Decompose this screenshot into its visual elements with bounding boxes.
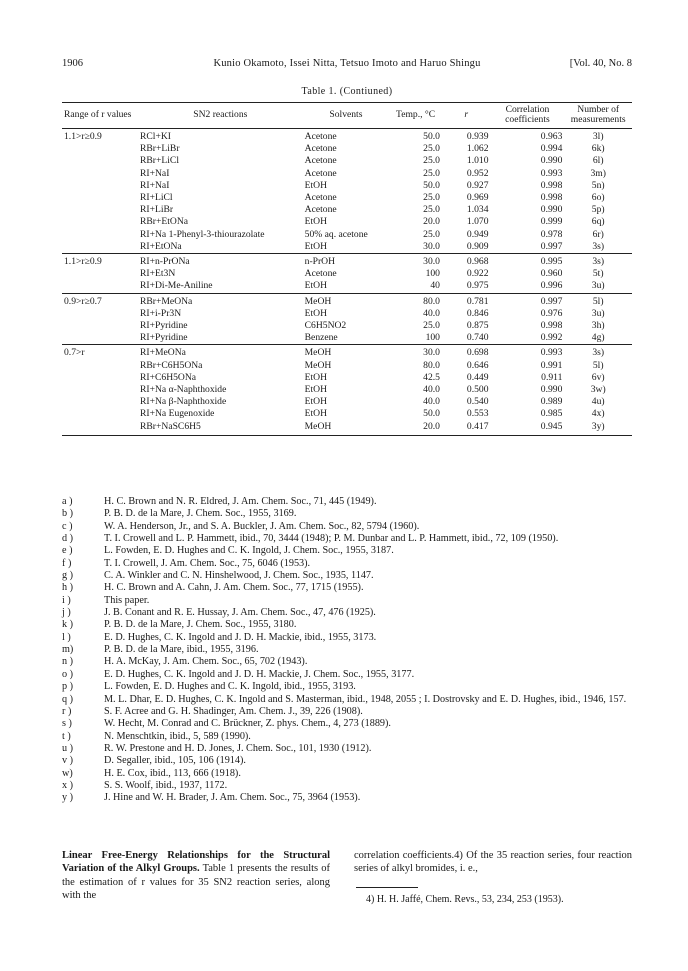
correlation-cell: 0.996 [540, 280, 563, 292]
reaction-cell: RI+Na 1-Phenyl-3-thiourazolate [140, 228, 265, 240]
reference-text: W. A. Henderson, Jr., and S. A. Buckler, J. Am. Chem. Soc., 82, 5794 (1960). [104, 520, 420, 532]
measurements-cell: 5t) [592, 268, 604, 280]
r-cell: 1.010 [466, 155, 489, 167]
correlation-cell: 0.976 [540, 307, 563, 319]
reference-item [62, 681, 632, 693]
range-cell: 1.1>r≥0.9 [62, 129, 138, 144]
reference-label: v ) [62, 755, 74, 767]
correlation-cell: 0.997 [491, 293, 565, 308]
correlation-cell: 0.998 [540, 320, 563, 332]
reference-label: m) [62, 644, 74, 656]
reference-text: R. W. Prestone and H. D. Jones, J. Chem. Soc., 101, 1930 (1912). [104, 742, 372, 754]
correlation-cell: 0.990 [540, 384, 563, 396]
reference-item [62, 521, 632, 533]
temp-cell: 30.0 [389, 254, 442, 269]
body-right-column [354, 849, 632, 876]
reference-text: P. B. D. de la Mare, J. Chem. Soc., 1955, 3169. [104, 508, 297, 520]
table-row [62, 143, 632, 155]
correlation-cell: 0.992 [540, 332, 563, 344]
correlation-cell: 0.989 [540, 396, 563, 408]
r-cell: 1.034 [466, 204, 489, 216]
reference-text: E. D. Hughes, C. K. Ingold and J. D. H. Mackie, ibid., 1955, 3173. [104, 631, 377, 643]
page-header [62, 58, 632, 74]
reference-list [62, 496, 632, 805]
reference-text: T. I. Crowell and L. P. Hammett, ibid., 70, 3444 (1948); P. M. Dunbar and L. P. Hammett, ibid., 72, 109 (1950). [104, 533, 559, 545]
body-right-text: correlation coefficients.4) Of the 35 reaction series, four reaction series of alkyl bromides, i. e., [354, 850, 632, 875]
reaction-cell: RI+n-PrONa [138, 254, 303, 269]
measurements-cell: 4u) [591, 396, 605, 408]
r-cell: 0.846 [466, 307, 489, 319]
range-cell [62, 396, 138, 408]
r-cell: 0.417 [442, 421, 491, 436]
col-header-reactions: SN2 reactions [138, 103, 303, 129]
reference-item [62, 570, 632, 582]
page-number: 1906 [62, 58, 83, 69]
measurements-cell: 6r) [592, 228, 604, 240]
reference-item [62, 706, 632, 718]
range-cell [62, 320, 138, 332]
reference-text: This paper. [104, 594, 150, 606]
running-authors: Kunio Okamoto, Issei Nitta, Tetsuo Imoto and Haruo Shingu [213, 58, 481, 69]
reference-item [62, 558, 632, 570]
table-row [62, 155, 632, 167]
reaction-cell: RBr+LiBr [140, 143, 180, 155]
reference-label: c ) [62, 520, 73, 532]
reference-item [62, 755, 632, 767]
correlation-cell: 0.993 [491, 345, 565, 360]
reference-text: L. Fowden, E. D. Hughes and C. K. Ingold, ibid., 1955, 3193. [104, 681, 356, 693]
correlation-cell: 0.991 [540, 359, 563, 371]
r-cell: 0.949 [466, 228, 489, 240]
reference-label: f ) [62, 557, 72, 569]
range-cell [62, 408, 138, 420]
measurements-cell: 6o) [591, 192, 605, 204]
r-cell: 1.070 [466, 216, 489, 228]
reference-label: b ) [62, 508, 74, 520]
reference-label: u ) [62, 742, 74, 754]
reference-item [62, 743, 632, 755]
solvent-cell: Acetone [303, 129, 390, 144]
range-cell [62, 216, 138, 228]
measurements-cell: 6k) [591, 143, 605, 155]
reference-label: a ) [62, 496, 73, 507]
table-row [62, 372, 632, 384]
reference-text: H. A. McKay, J. Am. Chem. Soc., 65, 702 (1943). [104, 656, 308, 668]
correlation-cell: 0.990 [540, 204, 563, 216]
col-header-temp: Temp., °C [389, 103, 442, 129]
measurements-cell: 3m) [590, 167, 606, 179]
temp-cell: 25.0 [423, 143, 440, 155]
solvent-cell: EtOH [304, 408, 328, 420]
solvent-cell: MeOH [303, 345, 390, 360]
correlation-cell: 0.963 [491, 129, 565, 144]
table-row [62, 280, 632, 293]
reaction-cell: RI+i-Pr3N [140, 307, 182, 319]
table-body [62, 129, 632, 436]
solvent-cell: MeOH [304, 359, 332, 371]
reference-label: d ) [62, 533, 74, 545]
table-row [62, 308, 632, 320]
reference-item [62, 644, 632, 656]
r-cell: 0.781 [442, 293, 491, 308]
section-title: Linear Free-Energy Relationships for the Structural Variation of the Alkyl Groups. [62, 850, 330, 875]
correlation-cell: 0.985 [540, 408, 563, 420]
reaction-cell: RI+EtONa [140, 240, 182, 252]
solvent-cell: EtOH [304, 280, 328, 292]
solvent-cell: C6H5NO2 [304, 320, 347, 332]
correlation-cell: 0.998 [540, 192, 563, 204]
temp-cell: 25.0 [423, 228, 440, 240]
r-cell: 0.927 [466, 179, 489, 191]
reference-text: M. L. Dhar, E. D. Hughes, C. K. Ingold and S. Masterman, ibid., 1948, 2055 ; I. Dostrovsky and E. D. Hughes, ibid., 1946, 157. [104, 693, 627, 705]
range-cell [62, 384, 138, 396]
range-cell [62, 192, 138, 204]
reference-item [62, 731, 632, 743]
r-cell: 0.500 [466, 384, 489, 396]
range-cell [62, 241, 138, 254]
reference-item [62, 656, 632, 668]
solvent-cell: EtOH [304, 371, 328, 383]
temp-cell: 40.0 [423, 396, 440, 408]
range-cell: 0.9>r≥0.7 [62, 293, 138, 308]
solvent-cell: EtOH [304, 179, 328, 191]
reference-text: D. Segaller, ibid., 105, 106 (1914). [104, 755, 246, 767]
reference-item [62, 582, 632, 594]
reference-label: r ) [62, 705, 72, 717]
reaction-cell: RBr+EtONa [140, 216, 189, 228]
r-cell: 0.646 [466, 359, 489, 371]
correlation-cell: 0.997 [540, 240, 563, 252]
footnote: 4) H. H. Jaffé, Chem. Revs., 53, 234, 253 (1953). [366, 894, 564, 905]
temp-cell: 50.0 [389, 129, 442, 144]
data-table [62, 102, 632, 436]
reference-text: J. B. Conant and R. E. Hussay, J. Am. Chem. Soc., 47, 476 (1925). [104, 607, 376, 619]
temp-cell: 42.5 [423, 371, 440, 383]
r-cell: 0.540 [466, 396, 489, 408]
r-cell: 0.922 [466, 268, 489, 280]
reference-item [62, 496, 632, 508]
table-row [62, 332, 632, 345]
correlation-cell: 0.993 [540, 167, 563, 179]
measurements-cell: 6q) [591, 216, 605, 228]
reference-label: h ) [62, 582, 74, 594]
reference-label: i ) [62, 594, 71, 606]
solvent-cell: Acetone [304, 268, 337, 280]
reference-text: P. B. D. de la Mare, J. Chem. Soc., 1955, 3180. [104, 619, 297, 631]
table-row [62, 216, 632, 228]
r-cell: 0.968 [442, 254, 491, 269]
reference-text: H. E. Cox, ibid., 113, 666 (1918). [104, 767, 241, 779]
range-cell [62, 204, 138, 216]
measurements-cell: 3u) [591, 307, 605, 319]
range-cell [62, 143, 138, 155]
reference-label: x ) [62, 779, 74, 791]
range-cell: 1.1>r≥0.9 [62, 254, 138, 269]
table-row [62, 293, 632, 308]
table-row [62, 192, 632, 204]
measurements-cell: 3w) [590, 384, 606, 396]
range-cell [62, 332, 138, 345]
solvent-cell: EtOH [304, 216, 328, 228]
solvent-cell: Acetone [304, 204, 337, 216]
table-row [62, 241, 632, 254]
reaction-cell: RBr+MeONa [138, 293, 303, 308]
reference-label: w) [62, 767, 73, 779]
measurements-cell: 5n) [591, 179, 605, 191]
volume-info: [Vol. 40, No. 8 [569, 58, 632, 69]
measurements-cell: 3s) [592, 240, 605, 252]
measurements-cell: 5p) [591, 204, 605, 216]
reaction-cell: RI+C6H5ONa [140, 371, 197, 383]
reaction-cell: RI+LiCl [140, 192, 173, 204]
reference-item [62, 780, 632, 792]
range-cell [62, 155, 138, 167]
col-header-solvents: Solvents [303, 103, 390, 129]
measurements-cell: 3h) [591, 320, 605, 332]
solvent-cell: Acetone [304, 143, 337, 155]
reaction-cell: RBr+NaSC6H5 [138, 421, 303, 436]
r-cell: 0.952 [466, 167, 489, 179]
correlation-cell: 0.978 [540, 228, 563, 240]
range-cell [62, 180, 138, 192]
temp-cell: 100 [425, 332, 440, 344]
reference-label: o ) [62, 668, 74, 680]
reference-label: g ) [62, 570, 74, 582]
reference-label: e ) [62, 545, 73, 557]
table-row [62, 180, 632, 192]
r-cell: 0.553 [466, 408, 489, 420]
range-cell [62, 421, 138, 436]
r-cell: 0.698 [442, 345, 491, 360]
correlation-cell: 0.945 [491, 421, 565, 436]
reference-text: T. I. Crowell, J. Am. Chem. Soc., 75, 6046 (1953). [104, 557, 311, 569]
reference-text: W. Hecht, M. Conrad and C. Brückner, Z. phys. Chem., 4, 273 (1889). [104, 718, 391, 730]
measurements-cell: 6l) [592, 155, 604, 167]
solvent-cell: MeOH [303, 293, 390, 308]
reference-item [62, 694, 632, 706]
range-cell: 0.7>r [62, 345, 138, 360]
correlation-cell: 0.999 [540, 216, 563, 228]
temp-cell: 40.0 [423, 384, 440, 396]
reference-item [62, 619, 632, 631]
reference-item [62, 607, 632, 619]
table-row [62, 345, 632, 360]
reference-label: l ) [62, 631, 71, 643]
reference-item [62, 632, 632, 644]
col-header-r: r [442, 103, 491, 129]
range-cell [62, 280, 138, 293]
reaction-cell: RI+Pyridine [140, 332, 188, 344]
reference-item [62, 533, 632, 545]
correlation-cell: 0.990 [540, 155, 563, 167]
reference-item [62, 718, 632, 730]
reference-label: q ) [62, 693, 74, 705]
r-cell: 0.975 [466, 280, 489, 292]
table-row [62, 204, 632, 216]
range-cell [62, 372, 138, 384]
table-row [62, 360, 632, 372]
reference-item [62, 595, 632, 607]
table-row [62, 408, 632, 420]
reaction-cell: RCl+KI [138, 129, 303, 144]
reference-label: k ) [62, 619, 74, 631]
table-row [62, 129, 632, 144]
range-cell [62, 360, 138, 372]
temp-cell: 20.0 [389, 421, 442, 436]
table-row [62, 384, 632, 396]
measurements-cell: 4x) [591, 408, 605, 420]
reference-text: H. C. Brown and A. Cahn, J. Am. Chem. Soc., 77, 1715 (1955). [104, 582, 364, 594]
solvent-cell: EtOH [304, 307, 328, 319]
reference-text: L. Fowden, E. D. Hughes and C. K. Ingold, J. Chem. Soc., 1955, 3187. [104, 545, 394, 557]
reference-item [62, 545, 632, 557]
temp-cell: 25.0 [423, 204, 440, 216]
body-left-text: Table 1 presents the results of the estimation of r values for 35 SN2 reaction series, along with the [62, 863, 330, 902]
table-row [62, 396, 632, 408]
table-header-row [62, 103, 632, 129]
reference-item [62, 768, 632, 780]
reference-label: s ) [62, 718, 72, 730]
reference-text: S. F. Acree and G. H. Shadinger, Am. Chem. J., 39, 226 (1908). [104, 705, 363, 717]
correlation-cell: 0.995 [491, 254, 565, 269]
solvent-cell: Acetone [304, 155, 337, 167]
temp-cell: 30.0 [389, 345, 442, 360]
r-cell: 0.449 [466, 371, 489, 383]
solvent-cell: Acetone [304, 167, 337, 179]
temp-cell: 100 [425, 268, 440, 280]
body-left-column [62, 849, 330, 903]
temp-cell: 50.0 [423, 408, 440, 420]
col-header-range: Range of r values [62, 103, 138, 129]
col-header-measurements: Number of measurements [564, 103, 632, 129]
temp-cell: 50.0 [423, 179, 440, 191]
table-row [62, 320, 632, 332]
reaction-cell: RI+Na β-Naphthoxide [140, 396, 227, 408]
reaction-cell: RBr+LiCl [140, 155, 179, 167]
footnote-rule [356, 887, 418, 888]
reaction-cell: RI+LiBr [140, 204, 174, 216]
correlation-cell: 0.998 [540, 179, 563, 191]
measurements-cell: 4g) [591, 332, 605, 344]
solvent-cell: Acetone [304, 192, 337, 204]
measurements-cell: 6v) [591, 371, 605, 383]
reference-text: C. A. Winkler and C. N. Hinshelwood, J. Chem. Soc., 1935, 1147. [104, 570, 374, 582]
table-caption: Table 1. (Contiuned) [301, 86, 393, 97]
temp-cell: 25.0 [423, 155, 440, 167]
r-cell: 1.062 [466, 143, 489, 155]
measurements-cell: 3u) [591, 280, 605, 292]
table-row [62, 168, 632, 180]
r-cell: 0.939 [442, 129, 491, 144]
col-header-correlation: Correlation coefficients [491, 103, 565, 129]
reference-text: J. Hine and W. H. Brader, J. Am. Chem. Soc., 75, 3964 (1953). [104, 792, 361, 804]
reaction-cell: RI+Di-Me-Aniline [140, 280, 213, 292]
temp-cell: 30.0 [423, 240, 440, 252]
solvent-cell: 50% aq. acetone [304, 228, 368, 240]
solvent-cell: n-PrOH [303, 254, 390, 269]
table-row [62, 268, 632, 280]
correlation-cell: 0.911 [541, 371, 563, 383]
solvent-cell: Benzene [304, 332, 338, 344]
reference-label: p ) [62, 681, 74, 693]
reaction-cell: RI+Na Eugenoxide [140, 408, 215, 420]
measurements-cell: 3y) [564, 421, 632, 436]
reaction-cell: RBr+C6H5ONa [140, 359, 203, 371]
temp-cell: 20.0 [423, 216, 440, 228]
measurements-cell: 3s) [564, 254, 632, 269]
reference-item [62, 669, 632, 681]
reference-text: P. B. D. de la Mare, ibid., 1955, 3196. [104, 644, 259, 656]
solvent-cell: MeOH [303, 421, 390, 436]
reaction-cell: RI+MeONa [138, 345, 303, 360]
reaction-cell: RI+Na α-Naphthoxide [140, 384, 227, 396]
solvent-cell: EtOH [304, 396, 328, 408]
range-cell [62, 308, 138, 320]
solvent-cell: EtOH [304, 240, 328, 252]
r-cell: 0.875 [466, 320, 489, 332]
temp-cell: 25.0 [423, 192, 440, 204]
reference-text: S. S. Woolf, ibid., 1937, 1172. [104, 779, 228, 791]
reference-label: j ) [62, 607, 71, 619]
reaction-cell: RI+NaI [140, 179, 170, 191]
reaction-cell: RI+Pyridine [140, 320, 188, 332]
measurements-cell: 3s) [564, 345, 632, 360]
measurements-cell: 5l) [564, 293, 632, 308]
temp-cell: 80.0 [423, 359, 440, 371]
reference-item [62, 792, 632, 804]
reference-item [62, 508, 632, 520]
reference-label: t ) [62, 730, 71, 742]
reference-text: E. D. Hughes, C. K. Ingold and J. D. H. Mackie, J. Chem. Soc., 1955, 3177. [104, 668, 415, 680]
range-cell [62, 229, 138, 241]
solvent-cell: EtOH [304, 384, 328, 396]
measurements-cell: 3l) [564, 129, 632, 144]
table-row [62, 421, 632, 436]
correlation-cell: 0.994 [540, 143, 563, 155]
r-cell: 0.969 [466, 192, 489, 204]
temp-cell: 40 [430, 280, 440, 292]
temp-cell: 40.0 [423, 307, 440, 319]
r-cell: 0.740 [466, 332, 489, 344]
temp-cell: 80.0 [389, 293, 442, 308]
table-row [62, 229, 632, 241]
temp-cell: 25.0 [423, 167, 440, 179]
range-cell [62, 268, 138, 280]
temp-cell: 25.0 [423, 320, 440, 332]
range-cell [62, 168, 138, 180]
reference-label: n ) [62, 656, 74, 668]
reaction-cell: RI+Et3N [140, 268, 176, 280]
reference-text: H. C. Brown and N. R. Eldred, J. Am. Chem. Soc., 71, 445 (1949). [104, 496, 377, 507]
reaction-cell: RI+NaI [140, 167, 170, 179]
reference-label: y ) [62, 792, 74, 804]
correlation-cell: 0.960 [540, 268, 563, 280]
reference-text: N. Menschtkin, ibid., 5, 589 (1990). [104, 730, 251, 742]
r-cell: 0.909 [466, 240, 489, 252]
measurements-cell: 5l) [592, 359, 604, 371]
table-row [62, 254, 632, 269]
